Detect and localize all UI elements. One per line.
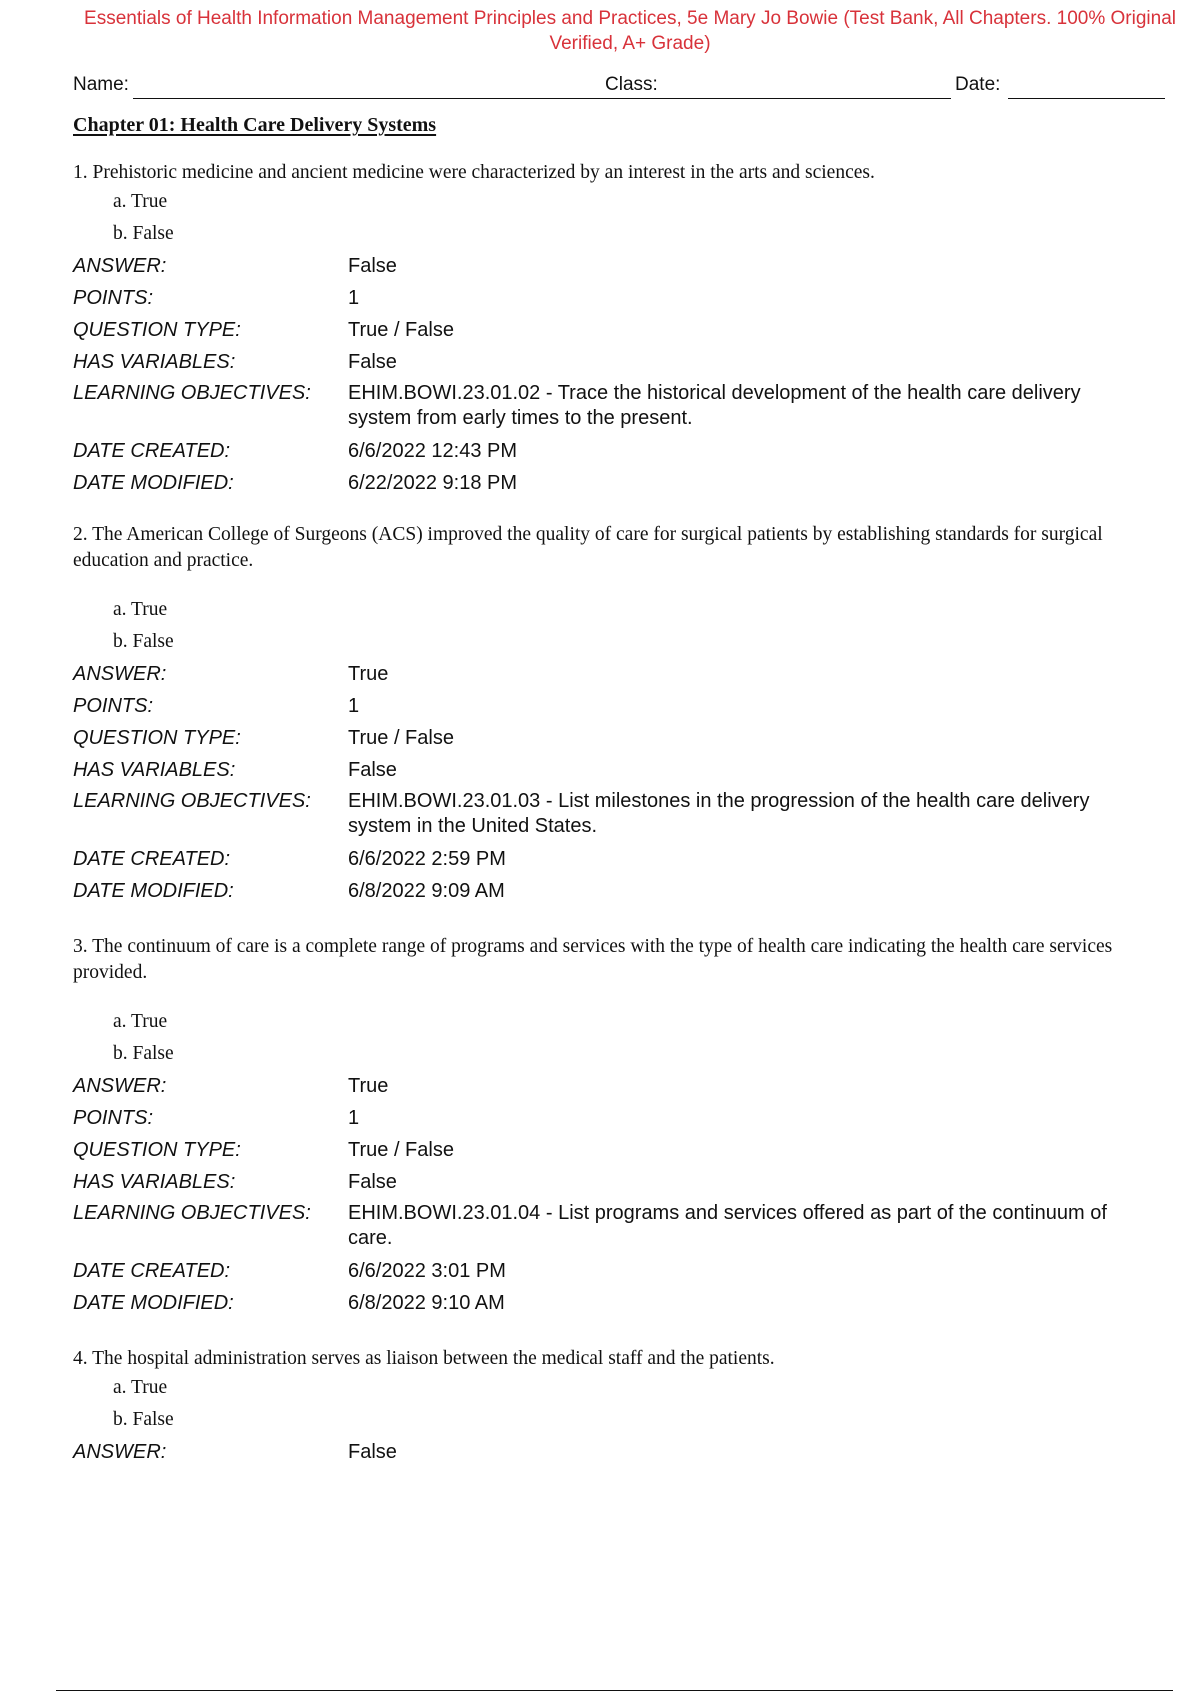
footer-rule <box>56 1690 1173 1691</box>
option-true: a. True <box>113 191 168 212</box>
class-field-line <box>663 98 951 99</box>
answer-row <box>73 1070 1153 1102</box>
question-text: 1. Prehistoric medicine and ancient medicine were characterized by an interest in the arts and sciences. <box>73 162 875 183</box>
learning-objectives-row <box>73 1198 1153 1255</box>
has-variables-row <box>73 346 1153 378</box>
question-4 <box>73 1346 1153 1468</box>
date-modified-value: 6/8/2022 9:10 AM <box>348 1292 505 1314</box>
answer-options <box>73 594 1153 658</box>
points-label: POINTS: <box>73 1107 154 1129</box>
learning-objectives-label: LEARNING OBJECTIVES: <box>73 790 311 812</box>
learning-objectives-label: LEARNING OBJECTIVES: <box>73 1202 311 1224</box>
points-label: POINTS: <box>73 695 154 717</box>
answer-label: ANSWER: <box>73 1075 167 1097</box>
date-modified-value: 6/8/2022 9:09 AM <box>348 880 505 902</box>
learning-objectives-row <box>73 378 1153 435</box>
learning-objectives-row <box>73 786 1153 843</box>
option-true: a. True <box>113 1377 168 1398</box>
option-false: b. False <box>113 1409 174 1430</box>
answer-options <box>73 1006 1153 1070</box>
option-false: b. False <box>113 223 174 244</box>
answer-row <box>73 658 1153 690</box>
question-type-row <box>73 1134 1153 1166</box>
question-type-label: QUESTION TYPE: <box>73 1139 241 1161</box>
question-type-row <box>73 722 1153 754</box>
points-row <box>73 1102 1153 1134</box>
answer-label: ANSWER: <box>73 1441 167 1463</box>
date-modified-row <box>73 1287 1153 1319</box>
date-created-value: 6/6/2022 12:43 PM <box>348 440 518 462</box>
has-variables-value: False <box>348 759 397 781</box>
name-field-line <box>133 98 669 99</box>
question-type-label: QUESTION TYPE: <box>73 319 241 341</box>
date-modified-value: 6/22/2022 9:18 PM <box>348 472 518 494</box>
learning-objectives-label: LEARNING OBJECTIVES: <box>73 382 311 404</box>
question-metadata <box>73 1070 1153 1319</box>
date-label: Date: <box>955 74 1001 95</box>
answer-options <box>73 186 1153 250</box>
date-created-label: DATE CREATED: <box>73 848 231 870</box>
name-label: Name: <box>73 74 129 95</box>
answer-value: True <box>348 663 389 685</box>
question-type-value: True / False <box>348 1139 454 1161</box>
answer-value: True <box>348 1075 389 1097</box>
learning-objectives-value: EHIM.BOWI.23.01.04 - List programs and services offered as part of the continuum of care. <box>348 1202 1107 1249</box>
question-metadata <box>73 658 1153 907</box>
points-label: POINTS: <box>73 287 154 309</box>
option-false: b. False <box>113 631 174 652</box>
question-type-label: QUESTION TYPE: <box>73 727 241 749</box>
has-variables-row <box>73 754 1153 786</box>
date-created-value: 6/6/2022 3:01 PM <box>348 1260 506 1282</box>
question-1 <box>73 160 1153 499</box>
date-created-value: 6/6/2022 2:59 PM <box>348 848 506 870</box>
has-variables-label: HAS VARIABLES: <box>73 1171 236 1193</box>
date-modified-label: DATE MODIFIED: <box>73 880 234 902</box>
date-modified-label: DATE MODIFIED: <box>73 1292 234 1314</box>
has-variables-value: False <box>348 1171 397 1193</box>
date-modified-row <box>73 875 1153 907</box>
date-created-label: DATE CREATED: <box>73 440 231 462</box>
date-modified-row <box>73 467 1153 499</box>
option-true: a. True <box>113 1011 168 1032</box>
date-created-row <box>73 1255 1153 1287</box>
answer-row <box>73 1436 1153 1468</box>
has-variables-label: HAS VARIABLES: <box>73 759 236 781</box>
points-row <box>73 690 1153 722</box>
question-metadata <box>73 1436 1153 1468</box>
has-variables-label: HAS VARIABLES: <box>73 351 236 373</box>
date-modified-label: DATE MODIFIED: <box>73 472 234 494</box>
points-value: 1 <box>348 287 360 309</box>
answer-options <box>73 1372 1153 1436</box>
header-banner: Essentials of Health Information Management Principles and Practices, 5e Mary Jo Bowie (Test Bank, All Chapters. 100% Original Verified, A+ Grade) <box>84 8 1176 54</box>
student-info-row <box>73 72 1163 100</box>
question-type-value: True / False <box>348 727 454 749</box>
has-variables-value: False <box>348 351 397 373</box>
chapter-title: Chapter 01: Health Care Delivery Systems <box>73 114 437 136</box>
learning-objectives-value: EHIM.BOWI.23.01.03 - List milestones in the progression of the health care delivery system in the United States. <box>348 790 1090 837</box>
question-type-value: True / False <box>348 319 454 341</box>
question-metadata <box>73 250 1153 499</box>
points-value: 1 <box>348 1107 360 1129</box>
answer-value: False <box>348 255 397 277</box>
date-created-label: DATE CREATED: <box>73 1260 231 1282</box>
date-created-row <box>73 843 1153 875</box>
question-type-row <box>73 314 1153 346</box>
question-text: 4. The hospital administration serves as liaison between the medical staff and the patients. <box>73 1348 775 1369</box>
question-text: 3. The continuum of care is a complete range of programs and services with the type of health care indicating the health care services provided. <box>73 936 1113 983</box>
question-2 <box>73 522 1153 907</box>
answer-value: False <box>348 1441 397 1463</box>
has-variables-row <box>73 1166 1153 1198</box>
points-row <box>73 282 1153 314</box>
answer-label: ANSWER: <box>73 663 167 685</box>
question-text: 2. The American College of Surgeons (ACS) improved the quality of care for surgical patients by establishing standards for surgical education and practice. <box>73 524 1103 571</box>
learning-objectives-value: EHIM.BOWI.23.01.02 - Trace the historical development of the health care delivery system from early times to the present. <box>348 382 1081 429</box>
date-field-line <box>1008 98 1165 99</box>
points-value: 1 <box>348 695 360 717</box>
question-3 <box>73 934 1153 1319</box>
date-created-row <box>73 435 1153 467</box>
answer-label: ANSWER: <box>73 255 167 277</box>
option-false: b. False <box>113 1043 174 1064</box>
option-true: a. True <box>113 599 168 620</box>
class-label: Class: <box>605 74 658 95</box>
answer-row <box>73 250 1153 282</box>
